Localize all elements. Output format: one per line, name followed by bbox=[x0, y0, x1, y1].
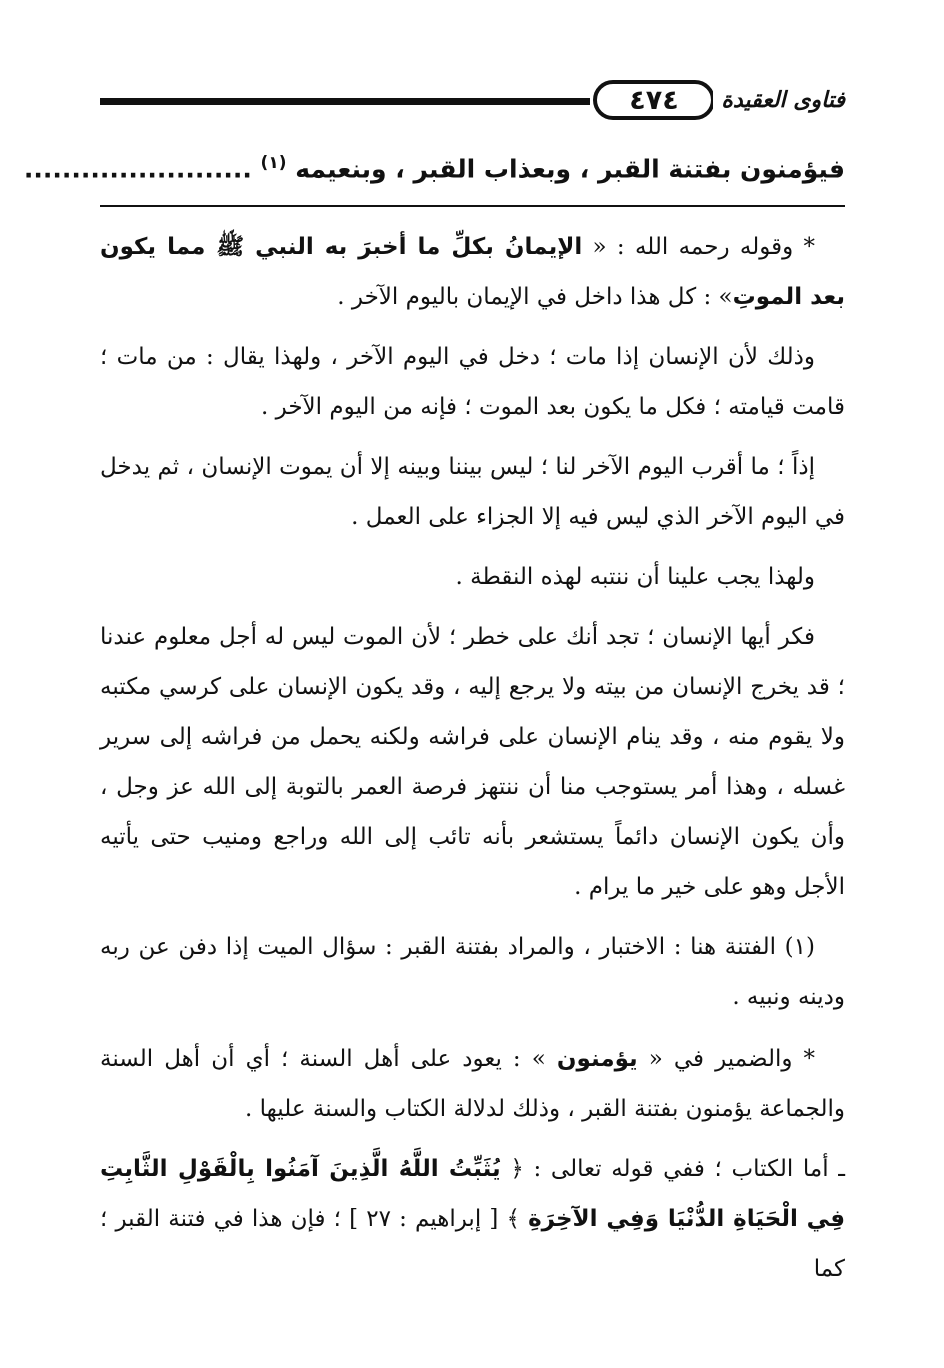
book-title: فتاوى العقيدة bbox=[713, 78, 845, 124]
matn-divider bbox=[100, 205, 845, 207]
paragraph-5: فكر أيها الإنسان ؛ تجد أنك على خطر ؛ لأن الموت ليس له أجل معلوم عندنا ؛ قد يخرج الإنسان من بيته ولا يرجع إليه ، وقد يكون الإنسان على كرسي مكتبه ولا يقوم منه ، وقد ينام الإنسان على فراشه ولكنه يحمل من فراشه إلى سرير غسله ، وهذا أمر يستوجب منا أن ننتهز فرصة العمر بالتوبة إلى الله عز وجل ، وأن يكون الإنسان دائماً يستشعر بأنه تائب إلى الله وراجع ومنيب حتى يأتيه الأجل وهو على خير ما يرام . bbox=[100, 624, 845, 900]
page-header bbox=[100, 78, 845, 128]
p1-quote: الإيمانُ بكلِّ ما أخبرَ به النبي ﷺ مما يكون بعد الموتِ bbox=[100, 234, 845, 310]
p6-end: » : يعود على أهل السنة ؛ أي أن أهل السنة والجماعة يؤمنون بفتنة القبر ، وذلك لدلالة الكتاب والسنة عليها . bbox=[100, 1046, 845, 1122]
p7-end: ﴾ [ إبراهيم : ٢٧ ] ؛ فإن هذا في فتنة القبر ؛ كما bbox=[100, 1206, 845, 1282]
p7-start: ـ أما الكتاب ؛ ففي قوله تعالى : ﴿ bbox=[500, 1156, 845, 1182]
paragraph-1 bbox=[100, 222, 845, 322]
p1-intro: * وقوله رحمه الله : « bbox=[582, 234, 815, 260]
commentary-body bbox=[100, 222, 845, 1304]
paragraph-2: وذلك لأن الإنسان إذا مات ؛ دخل في اليوم الآخر ، ولهذا يقال : من مات ؛ قامت قيامته ؛ فكل ما يكون بعد الموت ؛ فإنه من اليوم الآخر . bbox=[100, 344, 845, 420]
paragraph-7 bbox=[100, 1144, 845, 1294]
matn-dots: ........................ bbox=[23, 154, 252, 184]
p1-close: » : كل هذا داخل في الإيمان باليوم الآخر . bbox=[337, 284, 733, 310]
paragraph-3: إذاً ؛ ما أقرب اليوم الآخر لنا ؛ ليس بيننا وبينه إلا أن يموت الإنسان ، ثم يدخل في اليوم الآخر الذي ليس فيه إلا الجزاء على العمل . bbox=[100, 454, 845, 530]
footnote: (١) الفتنة هنا : الاختبار ، والمراد بفتنة القبر : سؤال الميت إذا دفن عن ربه ودينه ونبيه . bbox=[100, 934, 845, 1010]
quran-verse: يُثَبِّتُ اللَّهُ الَّذِينَ آمَنُوا بِالْقَوْلِ الثَّابِتِ فِي الْحَيَاةِ الدُّنْيَا وَفِي الآخِرَةِ bbox=[100, 1156, 846, 1232]
header-rule-left bbox=[100, 98, 590, 105]
footnote-ref: (١) bbox=[260, 153, 287, 173]
paragraph-4: ولهذا يجب علينا أن ننتبه لهذه النقطة . bbox=[455, 564, 815, 590]
p6-start: * والضمير في « bbox=[637, 1046, 816, 1072]
p6-keyword: يؤمنون bbox=[556, 1046, 638, 1072]
page-number: ٤٧٤ bbox=[593, 80, 715, 120]
matn-line bbox=[23, 138, 845, 194]
paragraph-6 bbox=[100, 1034, 845, 1134]
matn-text: فيؤمنون بفتنة القبر ، وبعذاب القبر ، وبنعيمه bbox=[295, 154, 845, 184]
